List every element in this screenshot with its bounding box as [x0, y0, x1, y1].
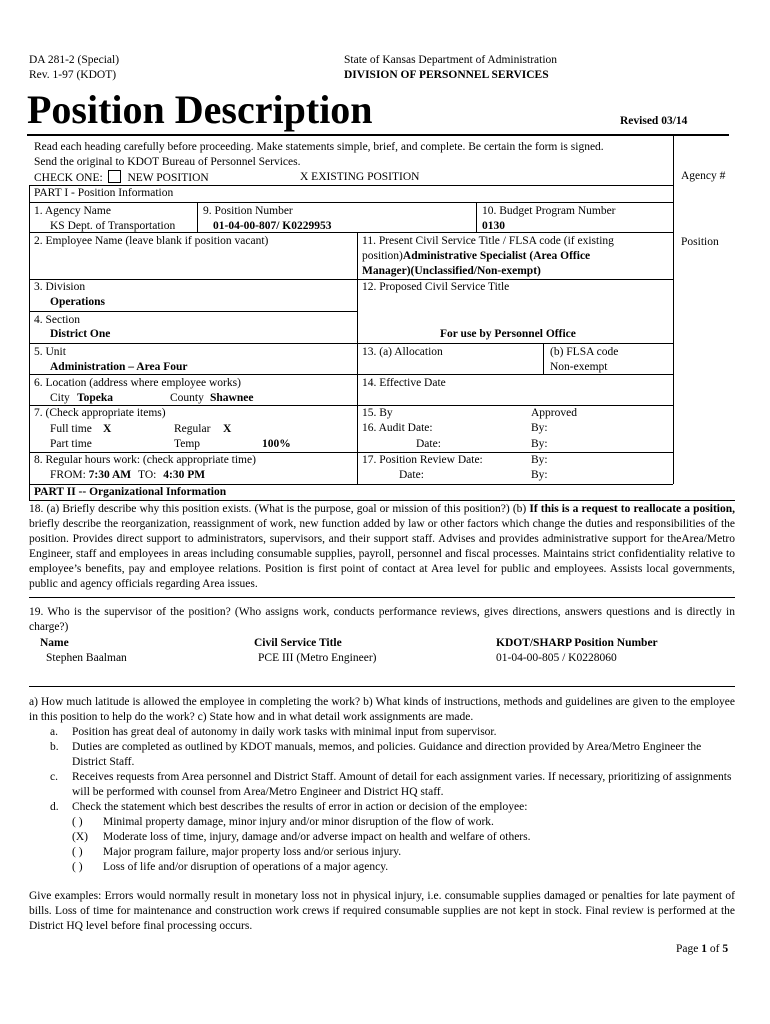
check-items-label: 7. (Check appropriate items) [34, 407, 166, 419]
by-label: 15. By [362, 407, 393, 419]
form-revision: Rev. 1-97 (KDOT) [29, 69, 117, 81]
civil-service-title-line2 [362, 249, 590, 263]
error-option-moderate: Moderate loss of time, injury, damage and/or adverse impact on health and welfare of others. [103, 831, 531, 843]
title-rule [27, 134, 729, 136]
supervisor-title-header: Civil Service Title [254, 637, 342, 649]
civil-service-title-prefix: position) [362, 250, 403, 262]
from-value: 7:30 AM [88, 469, 132, 481]
row-rule [29, 311, 357, 312]
audit-date-date-label: Date: [416, 438, 441, 450]
civil-service-title-label: 11. Present Civil Service Title / FLSA code (if existing [362, 235, 614, 247]
regular-hours-label: 8. Regular hours work: (check appropriate time) [34, 454, 256, 466]
regular-label: Regular [174, 423, 211, 435]
page-indicator [676, 942, 728, 956]
from-label: FROM: [50, 469, 86, 481]
unit-label: 5. Unit [34, 346, 66, 358]
check-one-row [34, 170, 209, 185]
proposed-title-label: 12. Proposed Civil Service Title [362, 281, 510, 293]
position-number-value: 01-04-00-807/ K0229953 [213, 220, 332, 232]
review-by-label: By: [531, 454, 548, 466]
supervisor-number-header: KDOT/SHARP Position Number [496, 637, 658, 649]
latitude-letter: b. [50, 741, 59, 753]
error-option-major: Major program failure, major property loss and/or serious injury. [103, 846, 402, 858]
latitude-letter: d. [50, 801, 59, 813]
county-label: County [170, 392, 204, 404]
latitude-letter: a. [50, 726, 58, 738]
regular-mark[interactable]: X [223, 423, 232, 435]
budget-program-value: 0130 [482, 220, 505, 232]
row-rule [29, 343, 673, 344]
temp-label: Temp [174, 438, 201, 450]
right-border [673, 134, 674, 484]
agency-number-label: Agency # [681, 170, 726, 182]
page-total: 5 [722, 943, 729, 955]
review-by-label-2: By: [531, 469, 548, 481]
part1-heading-rule [29, 202, 673, 203]
location-label: 6. Location (address where employee works) [34, 377, 241, 389]
error-option-minimal: Minimal property damage, minor injury and/or minor disruption of the flow of work. [103, 816, 494, 828]
revised-date: Revised 03/14 [620, 115, 688, 127]
new-position-label: NEW POSITION [127, 172, 209, 184]
supervisor-title: PCE III (Metro Engineer) [258, 652, 377, 664]
audit-by-label-2: By: [531, 438, 548, 450]
position-number-label: 9. Position Number [203, 205, 293, 217]
section-value: District One [50, 328, 111, 340]
page-of: of [706, 943, 723, 955]
latitude-letter: c. [50, 771, 58, 783]
latitude-item-d: Check the statement which best describes the results of error in action or decision of the employee: [72, 801, 528, 813]
section-rule [29, 597, 735, 598]
part2-heading-rule [29, 500, 735, 501]
city-value: Topeka [77, 392, 114, 404]
latitude-question: a) How much latitude is allowed the employee in completing the work? b) What kinds of instructions, methods and guidelines are given to the employee in this position to help do the work? c) State how and in what detail work assignments are made. [29, 696, 735, 723]
existing-position-label: X EXISTING POSITION [300, 171, 420, 183]
approved-label: Approved [531, 407, 577, 419]
position-side-label: Position [681, 236, 719, 248]
county-value: Shawnee [210, 392, 254, 404]
section-rule [29, 686, 735, 687]
intro-line-1: Read each heading carefully before proceeding. Make statements simple, brief, and complete. Be certain the form is signed. [34, 141, 604, 153]
percent-value: 100% [262, 438, 291, 450]
part-time-label: Part time [50, 438, 92, 450]
divider [543, 343, 544, 374]
audit-date-label: 16. Audit Date: [362, 422, 433, 434]
part2-heading: PART II -- Organizational Information [34, 486, 227, 498]
q18-part-b: briefly describe the reorganization, reassignment of work, new function added by law or other factors which change the duties and responsibilities of the position. Provides direct support to administrators, supervisors, and their support staff. Advises and provides administrative support for theArea/Metro Engineer, staff and employees in areas including consumable supplies, payroll, personnel and fiscal processes. Maintains strict confidentiality relative to employee’s benefits, pay and employee relations. Position is first point of contact at Area level for public and employees. Assists local governments, public and agency officials regarding Area issues. [29, 518, 735, 590]
latitude-item-c: Receives requests from Area personnel and District Staff. Amount of detail for each assignment varies. If necessary, prioritizing of assignments will be performed with counsel from Area/Metro Engineer and District HQ staff. [72, 771, 732, 798]
review-date-label: 17. Position Review Date: [362, 454, 483, 466]
city-label: City [50, 392, 70, 404]
section-label: 4. Section [34, 314, 80, 326]
supervisor-number: 01-04-00-805 / K0228060 [496, 652, 617, 664]
employee-name-label: 2. Employee Name (leave blank if position vacant) [34, 235, 269, 247]
allocation-label: 13. (a) Allocation [362, 346, 443, 358]
civil-service-title-value-2: Manager)(Unclassified/Non-exempt) [362, 265, 541, 277]
flsa-code-value: Non-exempt [550, 361, 608, 373]
agency-name-label: 1. Agency Name [34, 205, 111, 217]
check-one-label: CHECK ONE: [34, 172, 103, 184]
page-title: Position Description [27, 87, 373, 132]
q18-bold: If this is a request to reallocate a position, [529, 503, 735, 515]
audit-by-label: By: [531, 422, 548, 434]
unit-value: Administration – Area Four [50, 361, 188, 373]
personnel-office-heading: For use by Personnel Office [440, 328, 576, 340]
hours-row [50, 468, 205, 482]
row-rule [29, 279, 673, 280]
page-prefix: Page [676, 943, 702, 955]
agency-name-value: KS Dept. of Transportation [50, 220, 176, 232]
part1-heading: PART I - Position Information [34, 187, 174, 199]
state-department: State of Kansas Department of Administration [344, 54, 558, 66]
error-check-mark[interactable]: ( ) [72, 861, 83, 873]
division-name: DIVISION OF PERSONNEL SERVICES [344, 69, 549, 81]
budget-program-label: 10. Budget Program Number [482, 205, 616, 217]
to-value: 4:30 PM [163, 469, 206, 481]
q18-part-a: 18. (a) Briefly describe why this position exists. (What is the purpose, goal or mission of this position?) (b) [29, 503, 530, 515]
error-option-loss-of-life: Loss of life and/or disruption of operations of a major agency. [103, 861, 389, 873]
supervisor-name-header: Name [40, 637, 69, 649]
latitude-item-a: Position has great deal of autonomy in daily work tasks with minimal input from supervisor. [72, 726, 497, 738]
latitude-item-b: Duties are completed as outlined by KDOT manuals, memos, and policies. Guidance and direction provided by Area/Metro Engineer the District Staff. [72, 741, 702, 768]
error-examples: Give examples: Errors would normally result in monetary loss not in physical injury, i.e. consumable supplies damaged or penalties for late payment of bills. Loss of time for maintenance and construction work crews if required consumable supplies are not kept in stock. Final review is performed at the District HQ level before final processing occurs. [29, 890, 735, 932]
full-time-label: Full time [50, 423, 92, 435]
form-id: DA 281-2 (Special) [29, 54, 120, 66]
division-label: 3. Division [34, 281, 86, 293]
division-value: Operations [50, 296, 105, 308]
row-rule [29, 232, 673, 233]
error-check-mark[interactable]: (X) [72, 831, 88, 843]
error-check-mark[interactable]: ( ) [72, 816, 83, 828]
review-date-date-label: Date: [399, 469, 424, 481]
intro-line-2: Send the original to KDOT Bureau of Personnel Services. [34, 156, 301, 168]
to-label: TO: [138, 469, 157, 481]
divider [476, 202, 477, 232]
full-time-mark[interactable]: X [103, 423, 112, 435]
civil-service-title-value: Administrative Specialist (Area Office [402, 250, 591, 262]
supervisor-name: Stephen Baalman [46, 652, 127, 664]
row-rule [29, 374, 673, 375]
question-19: 19. Who is the supervisor of the position? (Who assigns work, conducts performance reviews, gives directions, answers questions and is directly in charge?) [29, 606, 735, 633]
error-check-mark[interactable]: ( ) [72, 846, 83, 858]
effective-date-label: 14. Effective Date [362, 377, 446, 389]
question-18 [29, 502, 735, 592]
divider [197, 202, 198, 232]
middle-divider [357, 232, 358, 484]
flsa-code-label: (b) FLSA code [550, 346, 619, 358]
new-position-checkbox[interactable] [108, 170, 121, 183]
page-number: 1 [701, 943, 707, 955]
